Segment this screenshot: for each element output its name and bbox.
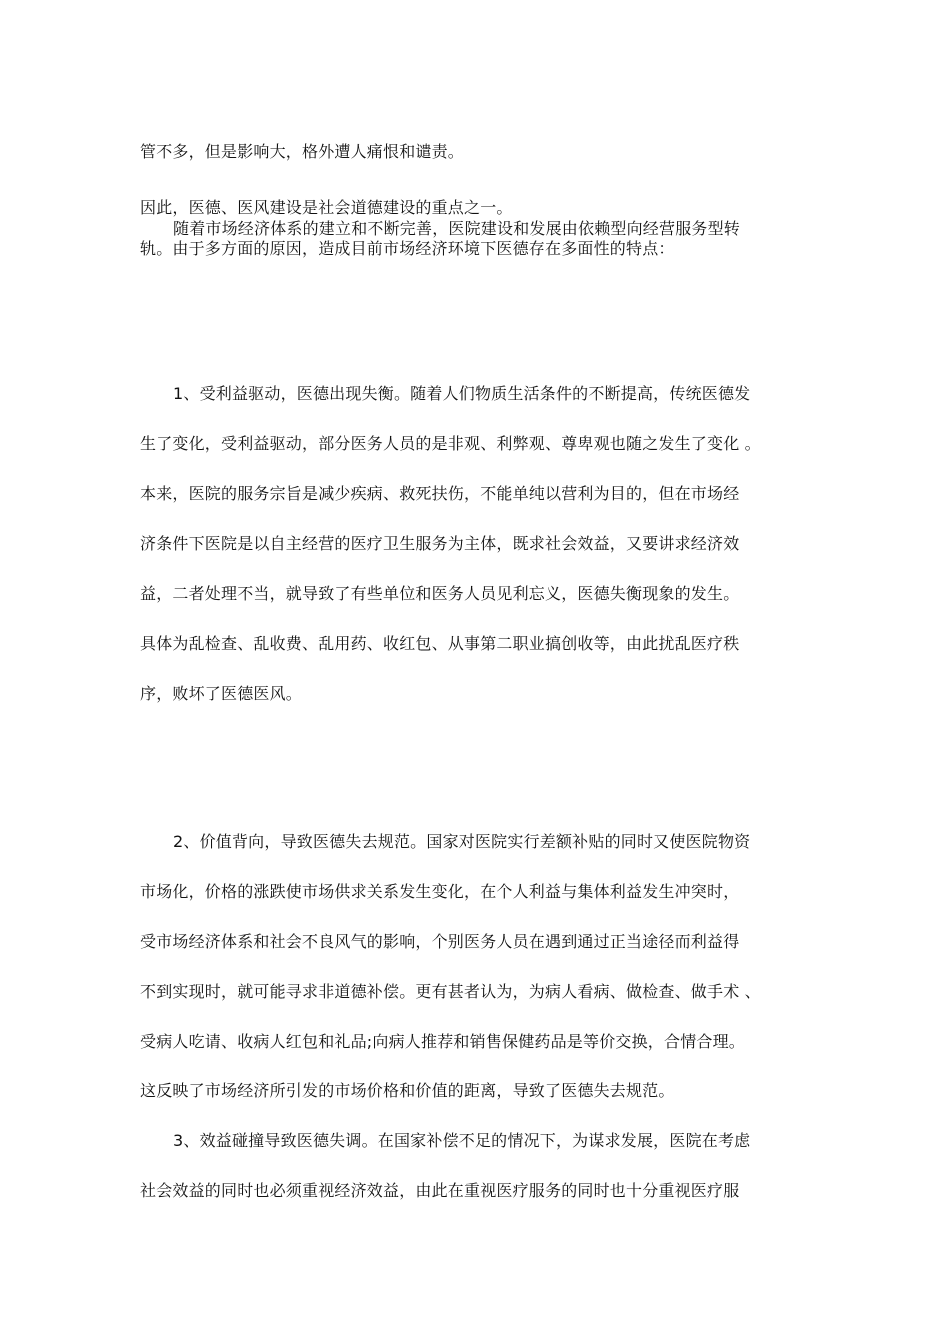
text-line: 社会效益的同时也必须重视经济效益，由此在重视医疗服务的同时也十分重视医疗服: [140, 1181, 740, 1200]
text-line: 益，二者处理不当，就导致了有些单位和医务人员见利忘义，医德失衡现象的发生。: [140, 584, 740, 603]
text-line: 济条件下医院是以自主经营的医疗卫生服务为主体，既求社会效益，又要讲求经济效: [140, 534, 740, 553]
text-line: 市场化，价格的涨跌使市场供求关系发生变化，在个人利益与集体利益发生冲突时，: [140, 882, 740, 901]
text-line: 受市场经济体系和社会不良风气的影响，个别医务人员在遇到通过正当途径而利益得: [140, 932, 740, 951]
text-line: 随着市场经济体系的建立和不断完善，医院建设和发展由依赖型向经营服务型转: [173, 219, 741, 238]
text-line: 生了变化，受利益驱动，部分医务人员的是非观、利弊观、尊卑观也随之发生了变化 。: [140, 434, 761, 453]
text-line: 1、受利益驱动，医德出现失衡。随着人们物质生活条件的不断提高，传统医德发: [173, 384, 751, 403]
text-line: 本来，医院的服务宗旨是减少疾病、救死扶伤，不能单纯以营利为目的，但在市场经: [140, 484, 740, 503]
text-line: 2、价值背向，导致医德失去规范。国家对医院实行差额补贴的同时又使医院物资: [173, 832, 751, 851]
text-line: 3、效益碰撞导致医德失调。在国家补偿不足的情况下，为谋求发展，医院在考虑: [173, 1131, 751, 1150]
text-line: 管不多，但是影响大，格外遭人痛恨和谴责。: [140, 142, 465, 161]
text-line: 轨。由于多方面的原因，造成目前市场经济环境下医德存在多面性的特点：: [140, 239, 675, 258]
text-line: 受病人吃请、收病人红包和礼品;向病人推荐和销售保健药品是等价交换，合情合理。: [140, 1032, 745, 1051]
text-line: 因此，医德、医风建设是社会道德建设的重点之一。: [140, 198, 513, 217]
text-line: 不到实现时，就可能寻求非道德补偿。更有甚者认为，为病人看病、做检查、做手术 、: [140, 982, 761, 1001]
text-line: 具体为乱检查、乱收费、乱用药、收红包、从事第二职业搞创收等，由此扰乱医疗秩: [140, 634, 740, 653]
text-line: 这反映了市场经济所引发的市场价格和价值的距离，导致了医德失去规范。: [140, 1081, 675, 1100]
text-line: 序，败坏了医德医风。: [140, 684, 303, 703]
